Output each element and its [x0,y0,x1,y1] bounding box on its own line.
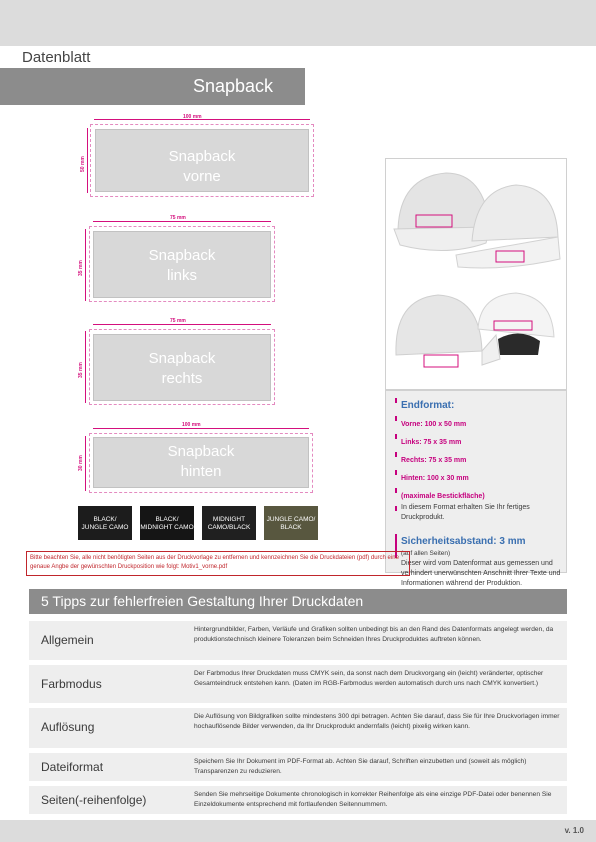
swatch-label: BLACK [280,524,302,531]
print-area-position: hinten [180,463,222,480]
height-dimension-line [87,128,88,193]
width-dimension-label: 75 mm [170,318,186,324]
print-area-label: Snapback [148,350,216,367]
bullet-marker [395,434,397,439]
swatch-label: MIDNIGHT [212,516,246,523]
color-swatch-jungle-camo-black [264,506,318,540]
print-area-position: vorne [183,168,221,185]
swatch-label: CAMO/BLACK [207,524,251,531]
tip-row [29,665,567,703]
datasheet-tab [0,46,120,68]
swatch-label: BLACK/ [155,516,179,523]
swatch-label: MIDNIGHT CAMO [140,524,194,531]
tip-key: Dateiformat [41,760,104,774]
tip-text: Der Farbmodus Ihrer Druckdaten muss CMYK sein, da sonst nach dem Druckvorgang ein (leicht) veränderter, optischer Gesamteindruck entstehen kann. (Daten im RGB-Farbmodus werden automatisch durch uns nach CMYK konvertiert.) [194,670,544,687]
swatch-label: JUNGLE CAMO/ [266,516,316,523]
safety-text: Dieser wird vom Datenformat aus gemessen und verhindert unerwünschten Anschnitt Ihrer Texte und Informationen während der Produktion. [401,560,561,587]
bottom-band [0,820,596,842]
print-area-left [93,231,271,298]
endformat-note: In diesem Format erhalten Sie Ihr fertiges Druckprodukt. [401,504,530,521]
tip-key: Seiten(-reihenfolge) [41,793,147,807]
height-dimension-label: 30 mm [78,455,84,471]
title-bar [0,68,305,105]
print-area-position: rechts [161,370,203,387]
tip-text: Die Auflösung von Bildgrafiken sollte mindestens 300 dpi betragen. Achten Sie darauf, dass Sie für Ihre Druckvorlagen immer hochauflösende Bilder verwenden, da Ihr Druckprodukt andernfalls (leicht) pixelig wirken kann. [194,713,560,730]
print-area-label: Snapback [168,148,236,165]
bullet-marker [395,452,397,457]
tips-header-bar [29,589,567,614]
format-right: Rechts: 75 x 35 mm [401,457,467,464]
cap-product-photo [385,158,567,390]
top-band [0,0,596,46]
tip-key: Farbmodus [41,677,102,691]
height-dimension-label: 35 mm [78,362,84,378]
format-back: Hinten: 100 x 30 mm [401,475,469,482]
format-front: Vorne: 100 x 50 mm [401,421,467,428]
tip-key: Allgemein [41,633,94,647]
color-swatch-midnight-camo-black [202,506,256,540]
format-left: Links: 75 x 35 mm [401,439,462,446]
safety-title: Sicherheitsabstand: 3 mm [401,536,526,547]
version-label: v. 1.0 [564,826,584,835]
width-dimension-line [93,428,309,429]
safety-subtitle: (auf allen Seiten) [401,550,451,557]
endformat-title: Endformat: [401,400,455,411]
tip-row [29,786,567,814]
height-dimension-line [85,331,86,403]
tips-title: 5 Tipps zur fehlerfreien Gestaltung Ihrer Druckdaten [41,593,364,609]
tip-text: Hintergrundbilder, Farben, Verläufe und Grafiken sollten unbedingt bis an den Rand des Datenformats angelegt werden, da produktionstechnisch kleinere Toleranzen beim Schneiden Ihres Druckproduktes auftreten können. [194,626,554,643]
height-dimension-label: 35 mm [78,260,84,276]
bullet-marker [395,470,397,475]
height-dimension-line [85,436,86,491]
width-dimension-line [94,119,310,120]
tip-row [29,621,567,660]
width-dimension-label: 75 mm [170,215,186,221]
swatch-label: BLACK/ [93,516,117,523]
format-info-box [385,390,567,587]
bullet-marker [395,488,397,493]
tip-row [29,708,567,748]
format-note-max: (maximale Bestickfläche) [401,493,485,500]
tip-key: Auflösung [41,720,95,734]
width-dimension-label: 100 mm [183,114,202,120]
print-area-label: Snapback [148,247,216,264]
print-area-front [95,129,309,192]
datasheet-tab-label: Datenblatt [22,49,91,66]
print-area-back [93,437,309,488]
bullet-marker [395,506,397,511]
page-title: Snapback [192,76,273,96]
file-naming-notice: Bitte beachten Sie, alle nicht benötigten Seiten aus der Druckvorlage zu entfernen und kennzeichnen Sie die Druckdateien (pdf) durch eine genaue Angbe der gewünschten Druckposition wie folgt: Motiv1_vorne.pdf [26,551,410,576]
print-area-position: links [166,267,197,284]
width-dimension-line [93,324,271,325]
cap-illustration [386,159,568,391]
tip-row [29,753,567,781]
tip-text: Speichern Sie Ihr Dokument im PDF-Format ab. Achten Sie darauf, Schriften einzubetten und (soweit als möglich) Transparenzen zu reduzieren. [194,758,527,775]
tip-text: Senden Sie mehrseitige Dokumente chronologisch in korrekter Reihenfolge als eine einzige PDF-Datei oder benennen Sie Einzeldokumente entsprechend mit fortlaufenden Seitennummern. [194,791,552,808]
color-swatch-black-midnight-camo [140,506,194,540]
height-dimension-line [85,229,86,301]
swatch-label: JUNGLE CAMO [81,524,129,531]
color-swatch-black-jungle-camo [78,506,132,540]
bullet-marker [395,398,397,403]
bullet-marker [395,416,397,421]
width-dimension-line [93,221,271,222]
height-dimension-label: 50 mm [80,156,86,172]
width-dimension-label: 100 mm [182,422,201,428]
print-area-label: Snapback [167,443,235,460]
print-area-right [93,334,271,401]
